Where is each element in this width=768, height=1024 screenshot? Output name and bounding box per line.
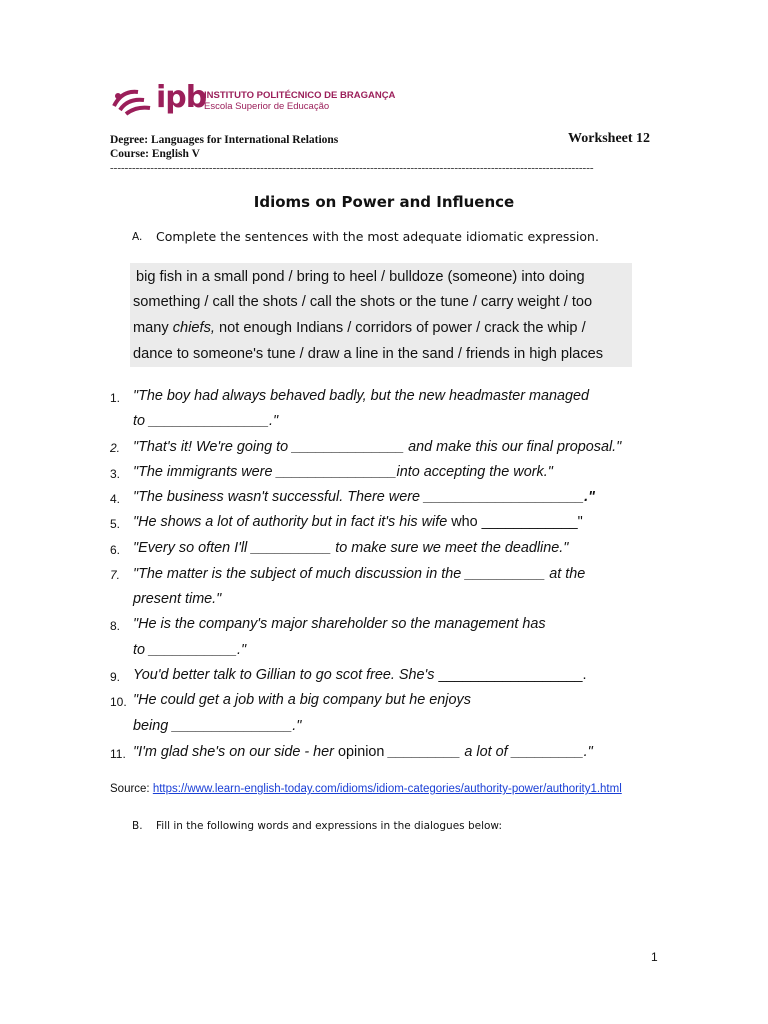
question-1-line-2: to _______________." [133,413,279,429]
idiom-line-3 [133,320,586,336]
question-number: 2. [110,441,121,455]
idiom-line-4: dance to someone's tune / draw a line in the sand / friends in high places [133,346,604,362]
question-7-line-1: "The matter is the subject of much discussion in the __________ at the [133,566,586,582]
question-7-line-2: present time." [133,591,222,607]
question-8-line-1: "He is the company's major shareholder so the management has [133,616,546,632]
question-5-who: who [451,514,478,530]
question-11-end: _________ a lot of _________." [384,744,593,760]
course-line: Course: English V [110,148,200,160]
question-4-text: "The business wasn't successful. There were ____________________ [133,489,585,505]
question-9-line-1 [133,667,587,683]
institution-logo [108,80,398,120]
question-number: 11. [110,747,126,761]
question-number: 1. [110,391,121,405]
question-9-blank: __________________ [438,667,583,683]
page-number: 1 [651,950,658,964]
question-5-line-1 [133,514,583,530]
question-number: 4. [110,492,121,506]
header-separator: ------------------------------------------------------------------------------------------------------------------------------------ [110,162,594,174]
question-number: 3. [110,467,121,481]
question-1-line-1: "The boy had always behaved badly, but the new headmaster managed [133,388,590,404]
question-2-line-1: "That's it! We're going to ______________ and make this our final proposal." [133,439,622,455]
idiom-line-3-end: not enough Indians / corridors of power / crack the whip / [214,320,586,336]
question-number: 10. [110,695,127,709]
question-11-opinion: opinion [337,744,385,760]
source-line [110,783,622,795]
source-link[interactable]: https://www.learn-english-today.com/idioms/idiom-categories/authority-power/authority1.html [152,783,622,795]
question-6-line-1: "Every so often I'll __________ to make sure we meet the deadline." [133,540,569,556]
idiom-line-3-italic: chiefs, [172,320,215,336]
idiom-line-3-start: many [133,320,173,336]
degree-line: Degree: Languages for International Relations [110,134,339,146]
page-title: Idioms on Power and Influence [253,193,515,211]
question-number: 5. [110,517,121,531]
question-5-blank: ____________" [477,514,583,530]
school-name: Escola Superior de Educação [204,101,330,112]
idiom-line-1: big fish in a small pond / bring to heel / bulldoze (someone) into doing [136,269,585,285]
question-8-line-2: to ___________." [133,642,247,658]
question-9-end: . [582,667,587,683]
question-number: 8. [110,619,121,633]
section-b-instruction: Fill in the following words and expressions in the dialogues below: [156,820,502,832]
worksheet-label: Worksheet 12 [568,131,651,146]
section-a-heading [132,229,599,247]
institution-name: INSTITUTO POLITÉCNICO DE BRAGANÇA [204,90,396,101]
question-4-line-1 [133,489,595,505]
section-a-instruction: Complete the sentences with the most adequate idiomatic expression. [156,229,599,244]
idiom-line-2: something / call the shots / call the shots or the tune / carry weight / too [133,294,593,310]
question-5-text: "He shows a lot of authority but in fact it's his wife [133,514,452,530]
question-4-end: ." [584,489,595,505]
logo-abbreviation: ipb [156,80,207,115]
ipb-emblem-icon [108,84,156,118]
question-number: 9. [110,670,121,684]
section-b-heading [132,820,592,836]
question-3-line-1: "The immigrants were _______________into accepting the work." [133,464,553,480]
question-11-line-1 [133,744,593,760]
question-number: 7. [110,568,121,582]
question-11-text: "I'm glad she's on our side - her [133,744,338,760]
question-9-text: You'd better talk to Gillian to go scot free. She's [133,667,439,683]
section-b-letter: B. [132,820,143,832]
question-number: 6. [110,543,121,557]
source-label: Source: [110,783,153,795]
section-a-letter: A. [132,231,143,243]
question-10-line-2: being _______________." [133,718,302,734]
question-10-line-1: "He could get a job with a big company but he enjoys [133,692,471,708]
